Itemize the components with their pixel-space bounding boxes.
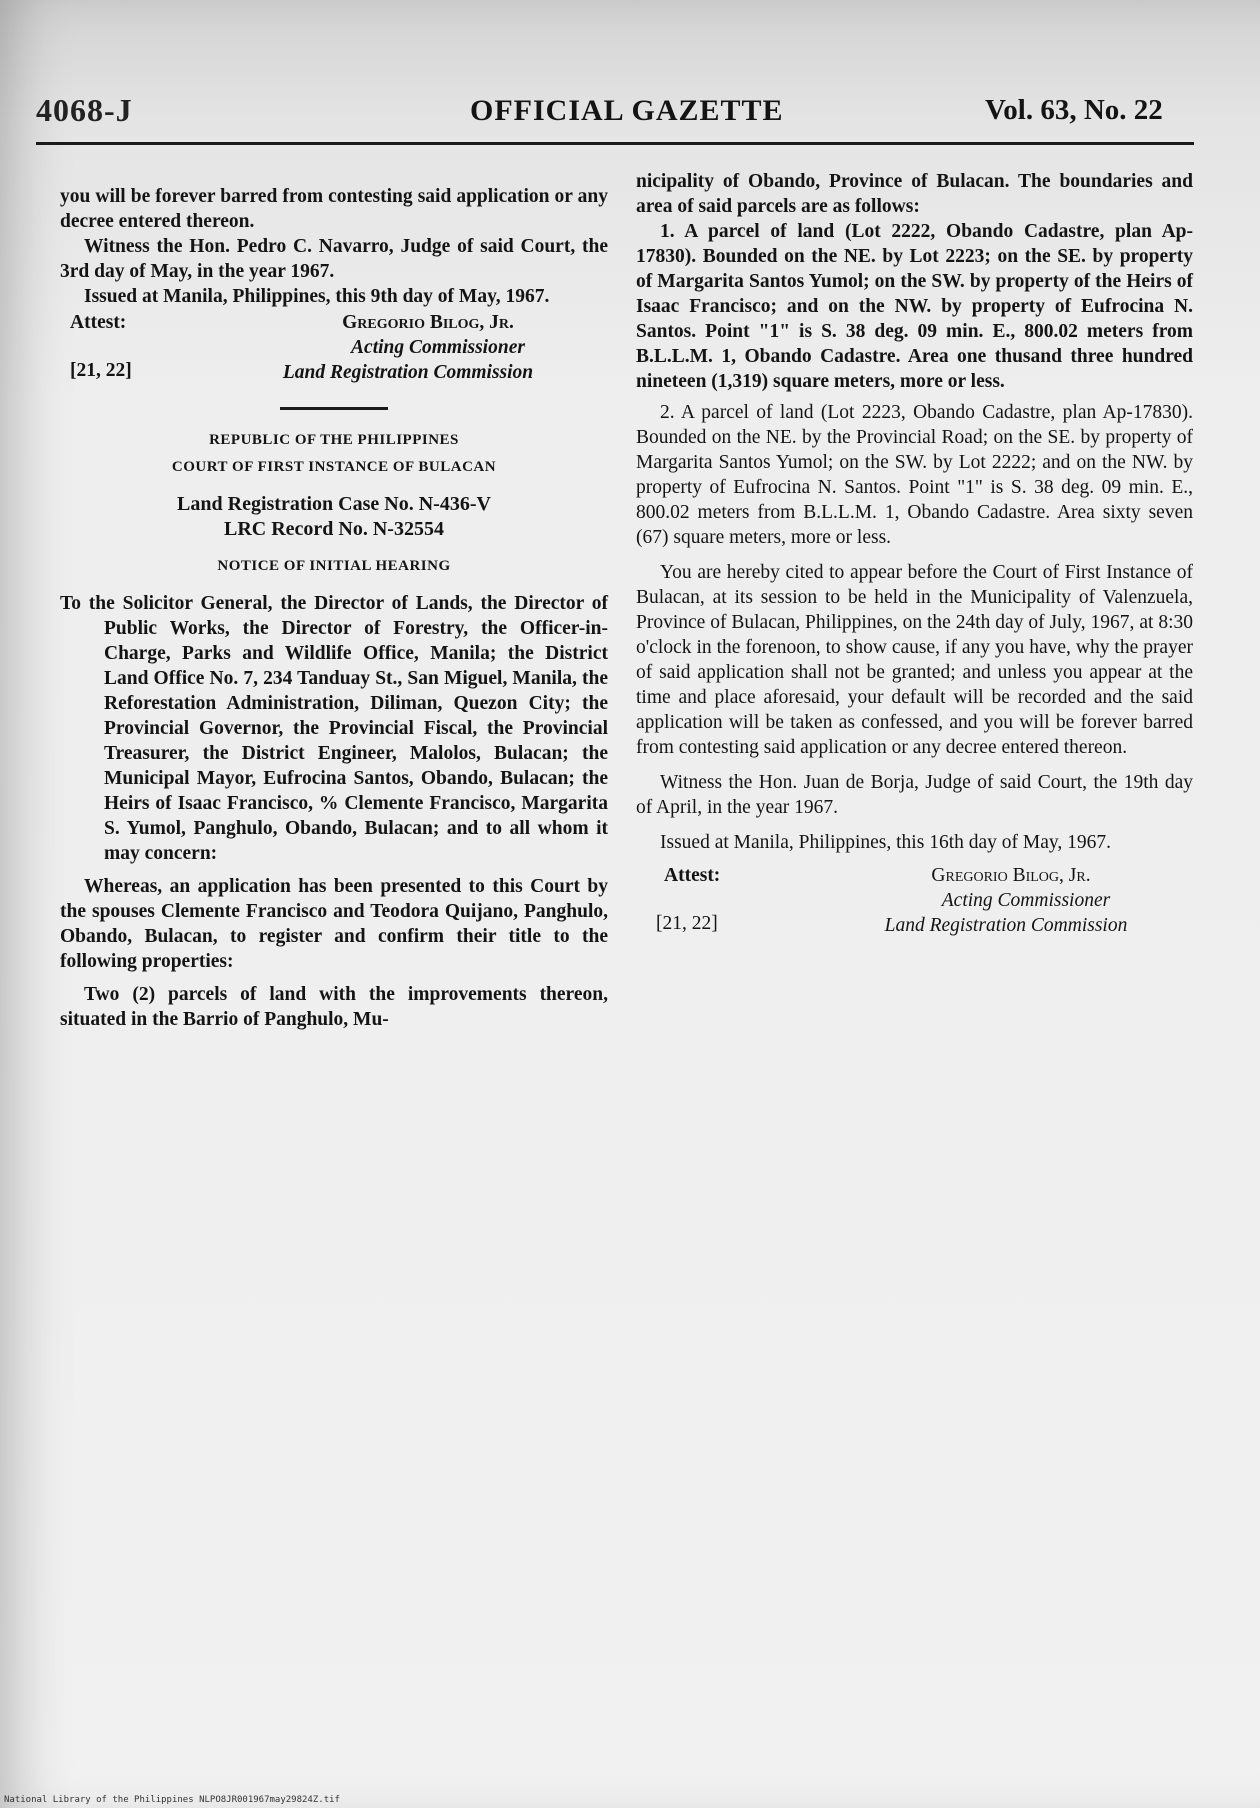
attest-label: Attest: [70, 312, 127, 333]
witness-clause-right: Witness the Hon. Juan de Borja, Judge of said Court, the 19th day of April, in the year 1967. [636, 772, 1193, 818]
gazette-title: OFFICIAL GAZETTE [470, 94, 784, 127]
attest-label-right: Attest: [664, 865, 721, 886]
page-number: 4068-J [36, 92, 133, 128]
signature-block [208, 310, 608, 385]
court-heading: COURT OF FIRST INSTANCE OF BULACAN [171, 459, 497, 475]
issue-reference: [21, 22] [70, 360, 132, 381]
left-column [60, 184, 608, 1032]
parcel-2-text: 2. A parcel of land (Lot 2223, Obando Cadastre, plan Ap-17830). Bounded on the NE. by the Provincial Road; on the SE. by property of Margarita Santos Yumol; on the SW. by Lot 2222; and on the NW. by property of Eufrocina N. Santos. Point "1" is S. 38 deg. 09 min. E., 800.02 meters from B.L.L.M. 1, Obando Cadastre. Area sixty seven (67) square meters, more or less. [636, 402, 1193, 548]
whereas-clause: Whereas, an application has been presented to this Court by the spouses Clemente Francisco and Teodora Quijano, Panghulo, Obando, Bulacan, to register and confirm their title to the following properties: [60, 876, 608, 972]
issue-reference-right: [21, 22] [656, 913, 718, 934]
volume-number: Vol. 63, No. 22 [985, 94, 1163, 126]
parcel-2-description [636, 400, 1193, 550]
notice-title: NOTICE OF INITIAL HEARING [217, 558, 451, 574]
case-number: Land Registration Case No. N-436-V [177, 493, 491, 515]
section-divider [280, 407, 388, 410]
addressee-list: To the Solicitor General, the Director of Lands, the Director of Public Works, the Director of Forestry, the Officer-in-Charge, Parks and Wildlife Office, Manila; the District Land Office No. 7, 234 Tanduay St., San Miguel, Manila, the Reforestation Administration, Diliman, Quezon City; the Provincial Governor, the Provincial Fiscal, the Provincial Treasurer, the District Engineer, Malolos, Bulacan; the Municipal Mayor, Eufrocina Santos, Obando, Bulacan; the Heirs of Isaac Francisco, % Clemente Francisco, Margarita S. Yumol, Panghulo, Obando, Bulacan; and to all whom it may concern: [60, 593, 608, 864]
signature-block-right [816, 863, 1196, 938]
witness-clause: Witness the Hon. Pedro C. Navarro, Judge of said Court, the 3rd day of May, in the year 1967. [60, 236, 608, 282]
signatory-name: Gregorio Bilog, Jr. [342, 312, 514, 333]
attestation-block [60, 310, 608, 387]
signatory-title-right: Acting Commissioner [941, 890, 1111, 911]
continued-notice-text: you will be forever barred from contesting said application or any decree entered thereon. [60, 186, 608, 232]
parcels-intro: Two (2) parcels of land with the improvements thereon, situated in the Barrio of Panghulo, Mu- [60, 984, 608, 1030]
scan-caption: National Library of the Philippines NLPO8JR001967may29824Z.tif [4, 1795, 340, 1805]
signatory-title: Acting Commissioner [351, 337, 525, 358]
issued-clause: Issued at Manila, Philippines, this 9th day of May, 1967. [84, 286, 550, 307]
right-column [636, 169, 1193, 940]
parcels-intro-continued: nicipality of Obando, Province of Bulacan. The boundaries and area of said parcels are as follows: [636, 171, 1193, 217]
signatory-name-right: Gregorio Bilog, Jr. [931, 865, 1091, 886]
republic-heading: REPUBLIC OF THE PHILIPPINES [209, 432, 459, 448]
parcel-1-text: 1. A parcel of land (Lot 2222, Obando Cadastre, plan Ap-17830). Bounded on the NE. by Lot 2223; on the SE. by property of Margarita Santos Yumol; on the SW. by property of the Heirs of Isaac Francisco; and on the NW. by property of Eufrocina N. Santos. Point "1" is S. 38 deg. 09 min. E., 800.02 meters from B.L.L.M. 1, Obando Cadastre. Area one thusand three hundred nineteen (1,319) square meters, more or less. [636, 221, 1193, 392]
citation-paragraph: You are hereby cited to appear before the Court of First Instance of Bulacan, at its session to be held in the Municipality of Valenzuela, Province of Bulacan, Philippines, on the 24th day of July, 1967, at 8:30 o'clock in the forenoon, to show cause, if any you have, why the prayer of said application shall not be granted; and unless you appear at the time and place aforesaid, your default will be recorded and the said application will be taken as confessed, and you will be forever barred from contesting said application or any decree entered thereon. [636, 562, 1193, 758]
parcel-1-description [636, 219, 1193, 394]
lrc-record-number: LRC Record No. N-32554 [224, 518, 444, 540]
signatory-office-right: Land Registration Commission [884, 915, 1128, 936]
header-rule [36, 142, 1194, 145]
signatory-office: Land Registration Commission [282, 362, 534, 383]
attestation-block-right [636, 863, 1193, 940]
issued-clause-right: Issued at Manila, Philippines, this 16th day of May, 1967. [660, 832, 1111, 853]
